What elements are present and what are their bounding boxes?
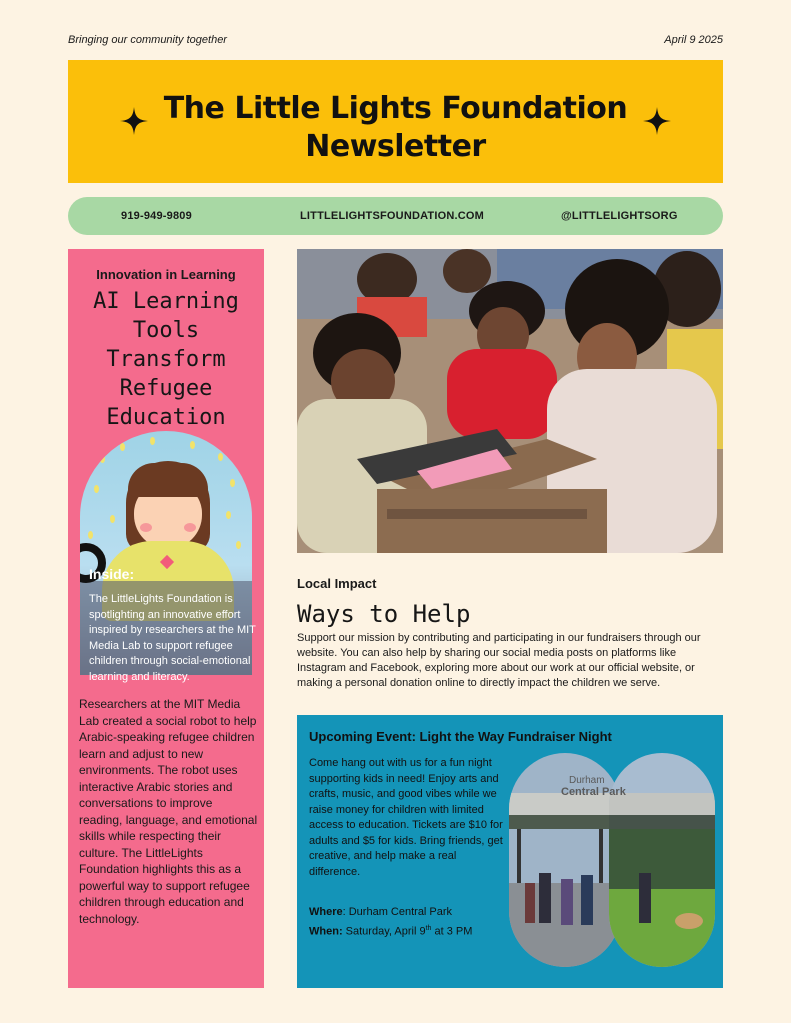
event-box — [297, 715, 723, 988]
sidebar-headline: AI Learning Tools Transform Refugee Education — [93, 289, 239, 430]
local-impact-kicker: Local Impact — [297, 576, 377, 591]
top-line — [68, 34, 723, 46]
sign-line-2: Central Park — [561, 786, 626, 798]
where-value: : Durham Central Park — [342, 906, 453, 918]
inside-text: The LittleLights Foundation is spotlighting an innovative effort inspired by researchers at the MIT Media Lab to support refugee children through social-emotional learning and literacy. — [89, 593, 256, 683]
social-handle[interactable]: @LITTLELIGHTSORG — [561, 210, 678, 222]
phone-number[interactable]: 919-949-9809 — [121, 210, 192, 222]
event-details — [309, 905, 472, 940]
sign-line-1: Durham — [569, 775, 605, 786]
classroom-photo — [297, 249, 723, 553]
when-suffix: th — [425, 924, 432, 932]
title-line-2: Newsletter — [305, 129, 486, 164]
when-value: Saturday, April 9 — [342, 925, 426, 938]
inside-title: Inside: — [89, 566, 135, 582]
ways-to-help-body: Support our mission by contributing and participating in our fundraisers through our website. You can also help by sharing our social media posts on platforms like Instagram and Facebook, exploring more about our work at our official website, or making a personal donation online to directly impact the children we serve. — [297, 632, 701, 689]
sidebar-kicker: Innovation in Learning — [96, 267, 236, 282]
sidebar-article-body: Researchers at the MIT Media Lab created a social robot to help Arabic-speaking refugee children learn and adjust to new environments. The robot uses interactive Arabic stories and conversations to improve reading, language, and emotional skills while respecting their culture. The LittleLights Foundation highlights this as a powerful way to support refugee children through education and technology. — [79, 697, 258, 926]
contact-bar — [68, 197, 723, 235]
title-banner — [68, 60, 723, 183]
sparkle-star-icon — [643, 107, 671, 135]
title-line-1: The Little Lights Foundation — [163, 91, 628, 126]
where-label: Where — [309, 906, 343, 918]
issue-date: April 9 2025 — [664, 34, 723, 46]
event-where — [309, 905, 472, 921]
ways-to-help-headline: Ways to Help — [297, 600, 471, 628]
event-description: Come hang out with us for a fun night supporting kids in need! Enjoy arts and crafts, music, and good vibes while we raise money for children with limited access to education. Tickets are $10 for adults and $5 for kids. Bring friends, get creative, and help make a real difference. — [309, 757, 503, 878]
when-label: When: — [309, 925, 343, 938]
tagline: Bringing our community together — [68, 34, 227, 46]
park-photo — [509, 753, 715, 967]
event-title: Upcoming Event: Light the Way Fundraiser Night — [309, 729, 612, 744]
website-link[interactable]: LITTLELIGHTSFOUNDATION.COM — [300, 210, 485, 222]
event-when — [309, 921, 472, 940]
when-time: at 3 PM — [431, 925, 473, 938]
newsletter-title — [68, 90, 723, 166]
